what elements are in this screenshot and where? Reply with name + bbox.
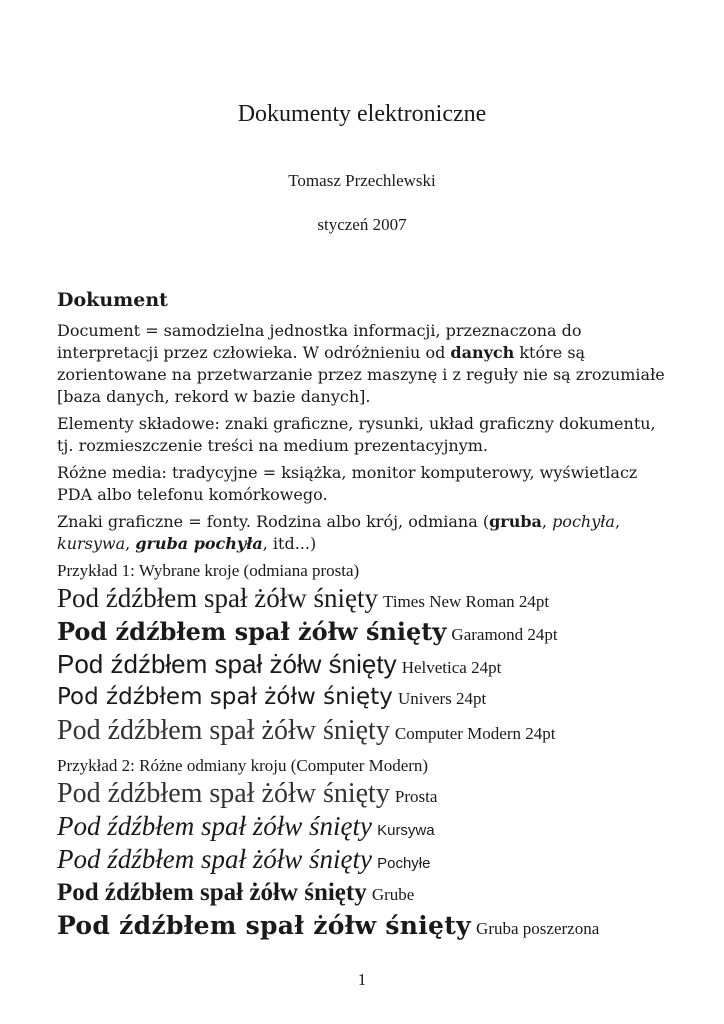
sample-label: Kursywa <box>377 822 435 839</box>
page-number: 1 <box>357 970 367 989</box>
sample-text: Pod źdźbłem spał żółw śnięty <box>57 684 393 710</box>
style-sample-slanted <box>57 843 672 876</box>
text-run: Document = samodzielna jednostka informacji, przeznaczona do interpretacji przez człowieka. W odróżnieniu od <box>57 321 582 362</box>
paragraph-definition <box>57 320 672 408</box>
sample-label: Univers 24pt <box>397 689 487 708</box>
sample-text: Pod źdźbłem spał żółw śnięty <box>57 617 447 646</box>
paragraph-fonts <box>57 511 672 555</box>
sample-label: Gruba poszerzona <box>476 919 600 938</box>
font-sample-helvetica <box>57 648 672 681</box>
sample-label: Computer Modern 24pt <box>394 724 556 743</box>
bold-term: gruba <box>489 512 542 531</box>
bold-italic-term: gruba pochyła <box>135 534 263 553</box>
sample-label: Garamond 24pt <box>451 625 558 644</box>
sample-label: Prosta <box>394 787 438 806</box>
sample-label: Helvetica 24pt <box>401 658 502 677</box>
sample-text: Pod źdźbłem spał żółw śnięty <box>57 811 372 841</box>
sample-text: Pod źdźbłem spał żółw śnięty <box>57 715 390 746</box>
text-run: Znaki graficzne = fonty. Rodzina albo krój, odmiana ( <box>57 512 490 531</box>
font-sample-times <box>57 582 672 615</box>
text-run: które są zorientowane na przetwarzanie przez maszynę i z reguły nie są zrozumiałe [baza danych, rekord w bazie danych]. <box>57 343 665 406</box>
document-author: Tomasz Przechlewski <box>288 171 436 190</box>
document-title: Dokumenty elektroniczne <box>237 101 487 127</box>
sample-text: Pod źdźbłem spał żółw śnięty <box>57 911 471 940</box>
example2-samples <box>57 777 672 942</box>
font-sample-computer-modern <box>57 714 672 747</box>
sample-text: Pod źdźbłem spał żółw śnięty <box>57 649 397 679</box>
sample-text: Pod źdźbłem spał żółw śnięty <box>57 879 367 906</box>
example1-caption: Przykład 1: Wybrane kroje (odmiana prosta) <box>57 561 360 580</box>
text-run: , <box>541 512 553 531</box>
paragraph-media: Różne media: tradycyjne = książka, monitor komputerowy, wyświetlacz PDA albo telefonu komórkowego. <box>57 463 638 504</box>
style-sample-bold-extended <box>57 909 672 942</box>
text-run: , itd...) <box>262 534 317 553</box>
document-date: styczeń 2007 <box>317 215 407 234</box>
section-heading: Dokument <box>57 289 168 311</box>
sample-text: Pod źdźbłem spał żółw śnięty <box>57 583 378 613</box>
italic-term: pochyła <box>552 512 615 531</box>
sample-label: Pochyłe <box>377 855 431 872</box>
style-sample-upright <box>57 777 672 810</box>
style-sample-bold <box>57 876 672 909</box>
paragraph-elements: Elementy składowe: znaki graficzne, rysunki, układ graficzny dokumentu, tj. rozmieszczenie treści na medium prezentacyjnym. <box>57 414 656 455</box>
style-sample-italic <box>57 810 672 843</box>
document-body <box>57 288 672 942</box>
text-run: , <box>614 512 621 531</box>
font-sample-univers <box>57 681 672 714</box>
sample-text: Pod źdźbłem spał żółw śnięty <box>57 844 372 874</box>
sample-text: Pod źdźbłem spał żółw śnięty <box>57 778 390 809</box>
text-run: , <box>125 534 136 553</box>
example1-samples <box>57 582 672 747</box>
bold-term: danych <box>450 343 515 362</box>
italic-term: kursywa <box>57 534 126 553</box>
example2-caption: Przykład 2: Różne odmiany kroju (Computer Modern) <box>57 756 429 775</box>
font-sample-garamond <box>57 615 672 648</box>
sample-label: Grube <box>371 885 415 904</box>
sample-label: Times New Roman 24pt <box>383 592 550 611</box>
